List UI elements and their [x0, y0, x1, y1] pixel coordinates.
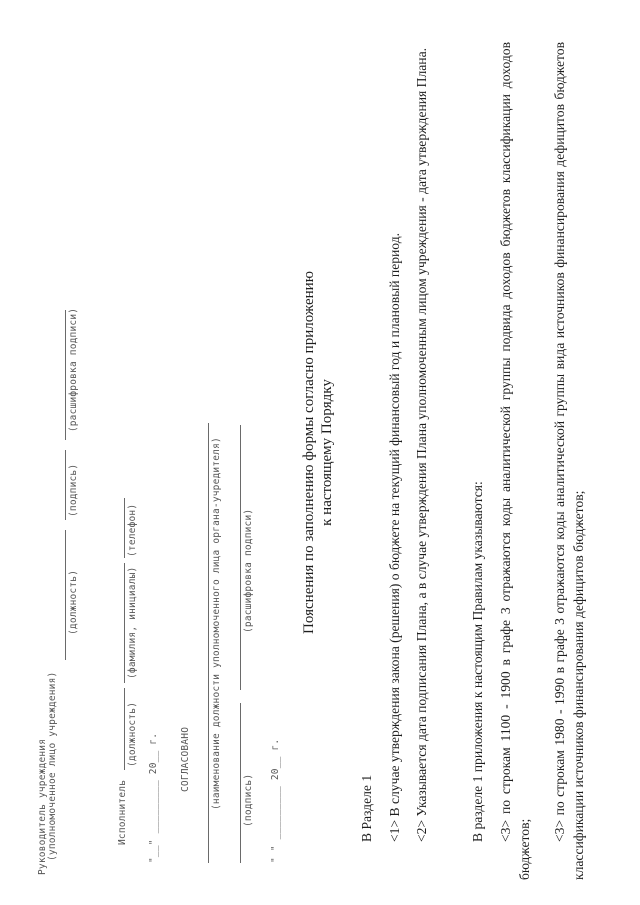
head-position-caption: (должность) [68, 569, 79, 635]
head-position-line [65, 530, 66, 660]
head-signature-line [65, 450, 66, 520]
approval-label: СОГЛАСОВАНО [180, 726, 191, 792]
head-decode-caption: (расшифровка подписи) [68, 307, 79, 433]
head-signature-caption: (подпись) [68, 463, 79, 517]
executor-label: Исполнитель [117, 779, 128, 845]
executor-name-line [124, 563, 125, 683]
approval-authority-line [208, 423, 209, 863]
section-heading: В Разделе 1 [359, 774, 374, 842]
head-sublabel: (уполномоченное лицо учреждения) [47, 671, 58, 861]
approval-signature-line [240, 703, 241, 863]
note-1: <1> В случае утверждения закона (решения) о бюджете на текущий финансовый год и плановый период. [387, 232, 402, 842]
note-2: <2> Указывается дата подписания Плана, а в случае утверждения Плана уполномоченным лицом учреждения - дата утверждения Плана. [414, 47, 429, 842]
approval-date: " " _________ 20__ г. [270, 738, 281, 863]
approval-signature-caption: (подпись) [243, 773, 254, 827]
executor-phone-caption: (телефон) [127, 503, 138, 557]
approval-decode-line [240, 425, 241, 690]
approval-decode-caption: (расшифровка подписи) [243, 508, 254, 633]
explanations-title-line-1: Пояснения по заполнению формы согласно приложению [301, 271, 317, 634]
section-intro: В разделе 1 приложения к настоящим Правилам указываются: [470, 481, 485, 842]
explanations-title-line-2: к настоящему Порядку [319, 379, 335, 526]
executor-position-line [124, 688, 125, 770]
head-decode-line [65, 310, 66, 440]
note-3-rows-1980-1990: <3> по строкам 1980 - 1990 в графе 3 отражаются коды аналитической группы вида источников финансирования дефицитов бюджетов классификации источников финансирования дефицитов бюджетов; [552, 42, 586, 880]
executor-phone-line [124, 498, 125, 558]
executor-position-caption: (должность) [127, 701, 138, 767]
approval-authority-caption: (наименование должности уполномоченного лица органа-учредителя) [211, 437, 222, 810]
note-3-rows-1100-1900: <3> по строкам 1100 - 1900 в графе 3 отражаются коды аналитической группы подвида доходов бюджетов классификации доходов бюджетов; [498, 42, 532, 880]
executor-date: "__" _________ 20__ г. [148, 732, 159, 863]
executor-name-caption: (фамилия, инициалы) [127, 566, 138, 679]
head-label: Руководитель учреждения [37, 738, 48, 875]
